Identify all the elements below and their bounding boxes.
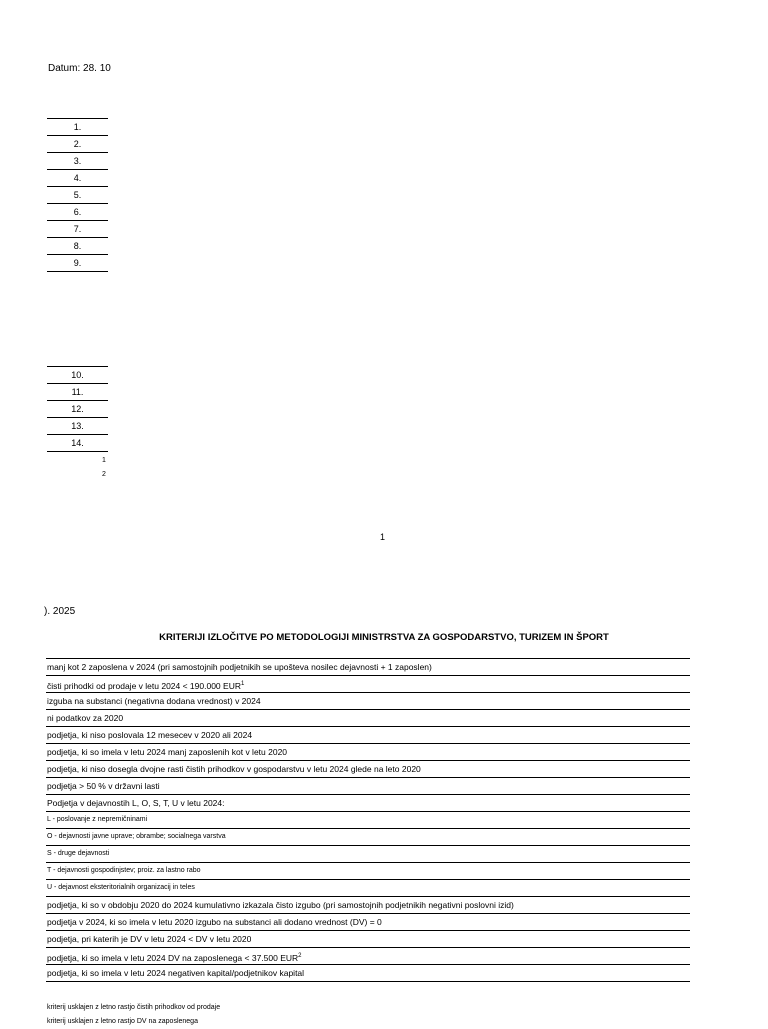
footnote-marker: 1 <box>102 457 106 464</box>
footnote-ref: 1 <box>240 681 245 687</box>
row-number: 5. <box>47 187 108 204</box>
footnote-ref: 2 <box>298 953 302 959</box>
table-bottom-rule <box>46 981 690 982</box>
criteria-table <box>46 658 690 982</box>
footnote-text: kriterij usklajen z letno rastjo čistih prihodkov od prodaje <box>47 1004 221 1011</box>
criteria-row: izguba na substanci (negativna dodana vrednost) v 2024 <box>46 692 690 709</box>
row-number: 13. <box>47 418 108 435</box>
row-number: 8. <box>47 238 108 255</box>
footnotes <box>47 1001 220 1029</box>
criteria-subrow: O - dejavnosti javne uprave; obrambe; socialnega varstva <box>46 828 690 845</box>
criteria-row: čisti prihodki od prodaje v letu 2024 < 190.000 EUR$^1$ <box>46 675 690 692</box>
page-number: 1 <box>380 532 386 542</box>
criteria-row: podjetja > 50 % v državni lasti <box>46 777 690 794</box>
row-number: 4. <box>47 170 108 187</box>
criteria-row: podjetja, ki niso poslovala 12 mesecev v 2020 ali 2024 <box>46 726 690 743</box>
row-number: 9. <box>47 255 108 272</box>
footnote-marker: 2 <box>102 471 106 478</box>
criteria-row: podjetja, ki so imela v letu 2024 negativen kapital/podjetnikov kapital <box>46 964 690 981</box>
row-number: 6. <box>47 204 108 221</box>
criteria-row: podjetja, ki niso dosegla dvojne rasti čistih prihodkov v gospodarstvu v letu 2024 glede na leto 2020 <box>46 760 690 777</box>
date-label-continued: ). 2025 <box>44 606 76 617</box>
page-title: KRITERIJI IZLOČITVE PO METODOLOGIJI MINISTRSTVA ZA GOSPODARSTVO, TURIZEM IN ŠPORT <box>159 632 609 643</box>
criteria-row: podjetja, pri katerih je DV v letu 2024 < DV v letu 2020 <box>46 930 690 947</box>
criteria-subrow: S - druge dejavnosti <box>46 845 690 862</box>
row-number: 2. <box>47 136 108 153</box>
row-number: 7. <box>47 221 108 238</box>
criteria-subrow: T - dejavnosti gospodinjstev; proiz. za lastno rabo <box>46 862 690 879</box>
criteria-row: podjetja, ki so imela v letu 2024 DV na zaposlenega < 37.500 EUR$^2$ <box>46 947 690 964</box>
row-number: 11. <box>47 384 108 401</box>
criteria-row: podjetja, ki so imela v letu 2024 manj zaposlenih kot v letu 2020 <box>46 743 690 760</box>
criteria-subrow: U - dejavnost eksteritorialnih organizacij in teles <box>46 879 690 896</box>
criteria-row: podjetja v 2024, ki so imela v letu 2020 izgubo na substanci ali dodano vrednost (DV) = 0 <box>46 913 690 930</box>
criteria-row: ni podatkov za 2020 <box>46 709 690 726</box>
row-number: 10. <box>47 367 108 384</box>
footnote-text: kriterij usklajen z letno rastjo DV na zaposlenega <box>47 1018 198 1025</box>
row-number: 12. <box>47 401 108 418</box>
criteria-row: podjetja, ki so v obdobju 2020 do 2024 kumulativno izkazala čisto izgubo (pri samostojnih podjetnikih negativni poslovni izid) <box>46 896 690 913</box>
number-column-b <box>47 366 108 452</box>
row-number: 1. <box>47 119 108 136</box>
criteria-subrow: L - poslovanje z nepremičninami <box>46 811 690 828</box>
row-number: 3. <box>47 153 108 170</box>
row-number: 14. <box>47 435 108 452</box>
criteria-row: Podjetja v dejavnostih L, O, S, T, U v letu 2024: <box>46 794 690 811</box>
criteria-row: manj kot 2 zaposlena v 2024 (pri samostojnih podjetnikih se upošteva nosilec dejavnosti + 1 zaposlen) <box>46 658 690 675</box>
date-label: Datum: 28. 10 <box>48 63 111 74</box>
number-column-a <box>47 118 108 272</box>
